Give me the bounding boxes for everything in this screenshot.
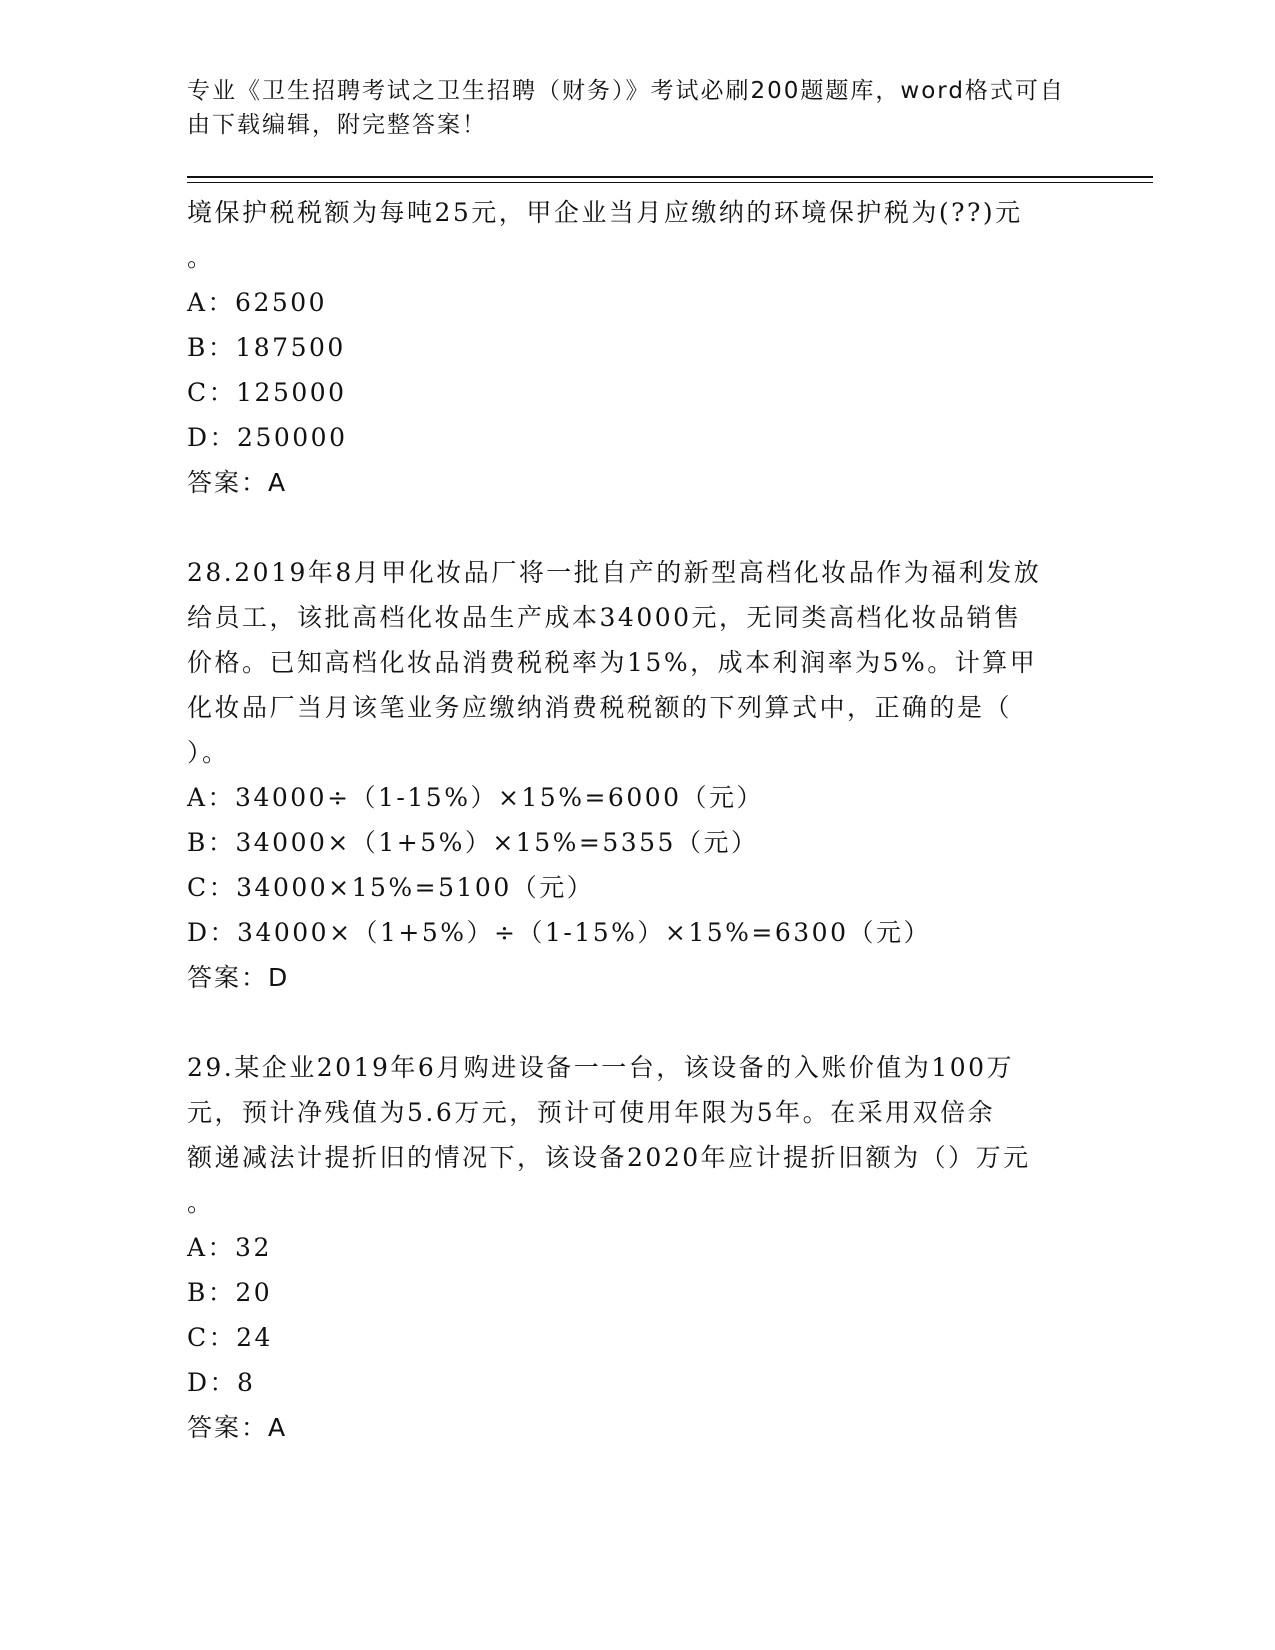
header-line-1: 专业《卫生招聘考试之卫生招聘（财务）》考试必刷200题题库，word格式可自 <box>187 78 1065 104</box>
question-stem-line: 。 <box>187 1188 215 1217</box>
answer: 答案：A <box>187 468 288 497</box>
option-c: C：34000×15%=5100（元） <box>187 873 595 902</box>
question-stem-line: ）。 <box>187 738 230 767</box>
option-b: B：34000×（1+5%）×15%=5355（元） <box>187 828 759 857</box>
option-a: A：32 <box>187 1233 272 1262</box>
question-stem-line: 给员工，该批高档化妆品生产成本34000元，无同类高档化妆品销售 <box>187 603 1022 632</box>
option-d: D：34000×（1+5%）÷（1-15%）×15%=6300（元） <box>187 918 931 947</box>
question-stem-line: 元，预计净残值为5.6万元，预计可使用年限为5年。在采用双倍余 <box>187 1098 996 1127</box>
question-stem-line: 化妆品厂当月该笔业务应缴纳消费税税额的下列算式中，正确的是（ <box>187 693 1013 722</box>
answer: 答案：A <box>187 1413 288 1442</box>
option-c: C：24 <box>187 1323 273 1352</box>
spacer <box>187 1000 1087 1045</box>
header-divider-thick <box>187 176 1153 178</box>
spacer <box>187 505 1087 550</box>
question-27 <box>187 190 1087 505</box>
page-header <box>187 74 1067 142</box>
answer: 答案：D <box>187 963 290 992</box>
option-d: D：8 <box>187 1368 256 1397</box>
header-line-2: 由下载编辑，附完整答案！ <box>187 112 487 138</box>
option-a: A：34000÷（1-15%）×15%=6000（元） <box>187 783 765 812</box>
question-stem-line: 28.2019年8月甲化妆品厂将一批自产的新型高档化妆品作为福利发放 <box>187 558 1042 587</box>
document-body <box>187 190 1087 1450</box>
option-d: D：250000 <box>187 423 348 452</box>
question-29 <box>187 1045 1087 1450</box>
option-c: C：125000 <box>187 378 347 407</box>
option-b: B：187500 <box>187 333 346 362</box>
option-b: B：20 <box>187 1278 273 1307</box>
question-28 <box>187 550 1087 1000</box>
question-stem-line: 29.某企业2019年6月购进设备一一台，该设备的入账价值为100万 <box>187 1053 1015 1082</box>
question-stem-line: 境保护税税额为每吨25元，甲企业当月应缴纳的环境保护税为(??)元 <box>187 198 1023 227</box>
question-stem-line: 价格。已知高档化妆品消费税税率为15%，成本利润率为5%。计算甲 <box>187 648 1038 677</box>
option-a: A：62500 <box>187 288 328 317</box>
question-stem-line: 额递减法计提折旧的情况下，该设备2020年应计提折旧额为（）万元 <box>187 1143 1031 1172</box>
question-stem-line: 。 <box>187 243 215 272</box>
header-divider-thin <box>187 182 1153 183</box>
